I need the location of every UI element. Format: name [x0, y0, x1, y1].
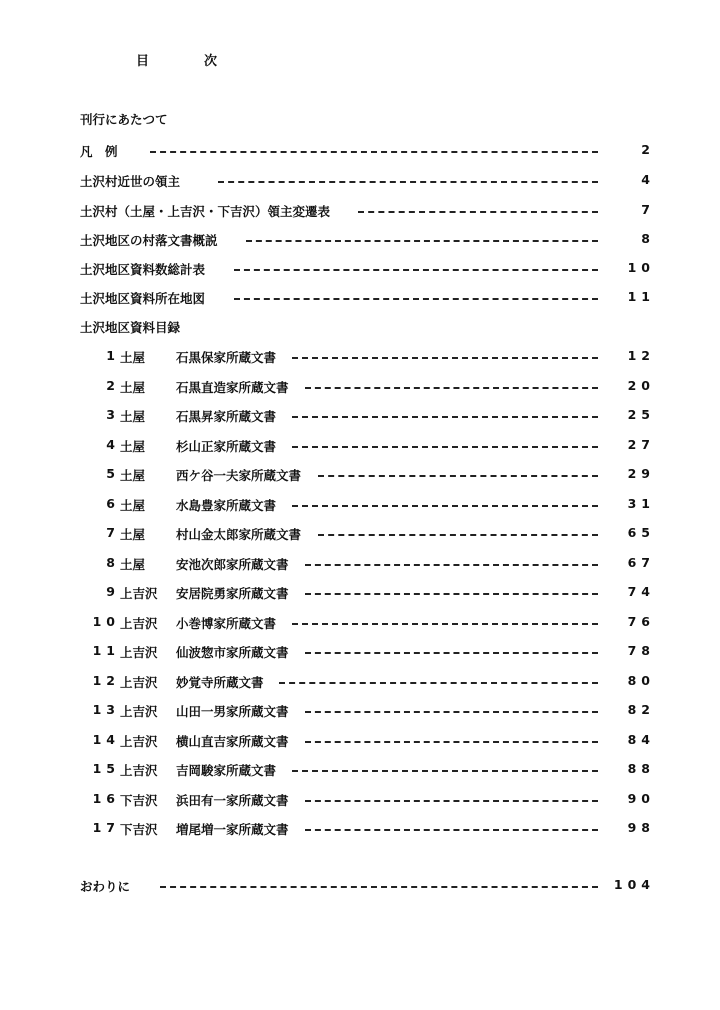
catalog-entry-number: 2: [106, 377, 120, 393]
preface-heading: 刊行にあたつて: [80, 112, 168, 127]
catalog-entry[interactable]: [90, 702, 655, 722]
catalog-entry-page: 98: [627, 820, 655, 835]
leader-dots: [246, 240, 598, 242]
leader-dots: [305, 387, 598, 389]
leader-dots: [160, 886, 598, 888]
leader-dots: [358, 211, 598, 213]
catalog-entry-place: 上吉沢: [120, 733, 158, 749]
toc-entry-page: 2: [641, 142, 655, 157]
catalog-entry-page: 31: [627, 495, 655, 511]
catalog-entry[interactable]: [90, 496, 655, 516]
catalog-entry-number: 13: [92, 702, 120, 717]
leader-dots: [234, 269, 598, 271]
toc-entry-label: 土沢地区資料数総計表: [80, 262, 206, 277]
toc-entry-label: 土沢村近世の領主: [80, 174, 181, 189]
toc-entry-label: 土沢地区の村落文書概説: [80, 233, 218, 248]
catalog-entry-number: 1: [106, 348, 120, 363]
leader-dots: [318, 475, 598, 477]
catalog-entry-place: 下吉沢: [120, 792, 158, 808]
leader-dots: [150, 151, 598, 153]
catalog-entry-owner: 水島豊家所蔵文書: [176, 497, 277, 513]
catalog-entry-page: 88: [627, 761, 655, 776]
catalog-entry-page: 12: [627, 348, 655, 363]
catalog-entry-owner: 石黒保家所蔵文書: [176, 350, 277, 365]
catalog-entry-owner: 杉山正家所蔵文書: [176, 438, 277, 454]
catalog-entry-number: 12: [92, 672, 120, 688]
catalog-entry-page: 84: [627, 731, 655, 747]
catalog-entry[interactable]: [90, 673, 655, 693]
catalog-entry[interactable]: [90, 525, 655, 545]
toc-entry[interactable]: [80, 172, 655, 192]
leader-dots: [305, 829, 598, 831]
catalog-entry-owner: 仙波惣市家所蔵文書: [176, 645, 289, 660]
catalog-entry[interactable]: [90, 643, 655, 663]
leader-dots: [305, 564, 598, 566]
catalog-entry-owner: 安池次郎家所蔵文書: [176, 556, 289, 572]
catalog-entry-place: 上吉沢: [120, 763, 158, 778]
leader-dots: [292, 416, 598, 418]
catalog-entry-owner: 横山直吉家所蔵文書: [176, 733, 289, 749]
toc-entry-page: 8: [641, 231, 655, 246]
catalog-entry-place: 上吉沢: [120, 645, 158, 660]
catalog-entry-page: 76: [627, 613, 655, 629]
catalog-entry-page: 27: [627, 436, 655, 452]
title-char-2: 次: [204, 54, 219, 69]
catalog-entry-place: 土屋: [120, 379, 146, 395]
leader-dots: [292, 357, 598, 359]
catalog-entry-owner: 石黒昇家所蔵文書: [176, 409, 277, 424]
catalog-entry-owner: 西ケ谷一夫家所蔵文書: [176, 468, 302, 483]
toc-entry[interactable]: [80, 260, 655, 280]
leader-dots: [305, 741, 598, 743]
toc-entry[interactable]: [80, 289, 655, 309]
catalog-entry-owner: 安居院勇家所蔵文書: [176, 586, 289, 601]
catalog-entry-page: 25: [627, 407, 655, 422]
catalog-entry-page: 74: [627, 584, 655, 599]
catalog-entry[interactable]: [90, 584, 655, 604]
catalog-entry-place: 土屋: [120, 350, 146, 365]
catalog-entry-place: 上吉沢: [120, 615, 158, 631]
toc-entry-page: 4: [641, 172, 655, 187]
catalog-entry-place: 土屋: [120, 409, 146, 424]
title-char-1: 目: [136, 54, 151, 69]
catalog-entry-place: 上吉沢: [120, 704, 158, 719]
toc-entry-page: 7: [641, 202, 655, 217]
toc-entry-label: 土沢地区資料所在地図: [80, 291, 206, 306]
catalog-entry[interactable]: [90, 407, 655, 427]
leader-dots: [305, 652, 598, 654]
catalog-heading: 土沢地区資料目録: [80, 320, 181, 335]
catalog-entry-owner: 浜田有一家所蔵文書: [176, 792, 289, 808]
toc-entry[interactable]: [80, 231, 655, 251]
leader-dots: [292, 505, 598, 507]
catalog-entry-place: 土屋: [120, 527, 146, 542]
catalog-entry-number: 5: [106, 466, 120, 481]
catalog-entry-page: 20: [627, 377, 655, 393]
catalog-entry-place: 土屋: [120, 497, 146, 513]
catalog-entry-place: 下吉沢: [120, 822, 158, 837]
toc-entry-page: 10: [627, 260, 655, 275]
catalog-entry[interactable]: [90, 820, 655, 840]
catalog-entry-number: 6: [106, 495, 120, 511]
catalog-entry-number: 7: [106, 525, 120, 540]
catalog-entry[interactable]: [90, 378, 655, 398]
toc-entry[interactable]: [80, 142, 655, 162]
leader-dots: [279, 682, 598, 684]
catalog-entry[interactable]: [90, 437, 655, 457]
catalog-entry-page: 67: [627, 554, 655, 570]
leader-dots: [292, 770, 598, 772]
leader-dots: [292, 446, 598, 448]
catalog-entry-place: 土屋: [120, 438, 146, 454]
catalog-entry-number: 9: [106, 584, 120, 599]
catalog-entry-number: 17: [92, 820, 120, 835]
catalog-entry-number: 15: [92, 761, 120, 776]
leader-dots: [218, 181, 598, 183]
catalog-entry-page: 29: [627, 466, 655, 481]
catalog-entry[interactable]: [90, 466, 655, 486]
leader-dots: [305, 800, 598, 802]
catalog-entry[interactable]: [90, 614, 655, 634]
catalog-entry-owner: 村山金太郎家所蔵文書: [176, 527, 302, 542]
catalog-entry-number: 8: [106, 554, 120, 570]
catalog-entry-number: 16: [92, 790, 120, 806]
catalog-entry-number: 10: [92, 613, 120, 629]
catalog-entry-owner: 小巻博家所蔵文書: [176, 615, 277, 631]
catalog-entry[interactable]: [90, 348, 655, 368]
leader-dots: [305, 711, 598, 713]
catalog-entry-place: 土屋: [120, 556, 146, 572]
catalog-entry-page: 90: [627, 790, 655, 806]
catalog-entry-owner: 石黒直造家所蔵文書: [176, 379, 289, 395]
catalog-entry-page: 78: [627, 643, 655, 658]
leader-dots: [234, 298, 598, 300]
toc-entry[interactable]: [80, 877, 655, 897]
catalog-entry-place: 上吉沢: [120, 674, 158, 690]
catalog-entry-page: 82: [627, 702, 655, 717]
catalog-entry-number: 3: [106, 407, 120, 422]
catalog-entry-number: 4: [106, 436, 120, 452]
catalog-entry-owner: 妙覚寺所蔵文書: [176, 674, 264, 690]
toc-entry-label: 土沢村（土屋・上吉沢・下吉沢）領主変遷表: [80, 204, 331, 219]
catalog-entry[interactable]: [90, 761, 655, 781]
catalog-entry-page: 80: [627, 672, 655, 688]
leader-dots: [292, 623, 598, 625]
catalog-entry-page: 65: [627, 525, 655, 540]
catalog-entry[interactable]: [90, 732, 655, 752]
catalog-entry-owner: 山田一男家所蔵文書: [176, 704, 289, 719]
toc-entry-label: おわりに: [80, 879, 131, 894]
toc-entry-label: 凡 例: [80, 144, 118, 159]
catalog-entry-place: 土屋: [120, 468, 146, 483]
catalog-entry-number: 14: [92, 731, 120, 747]
catalog-entry[interactable]: [90, 791, 655, 811]
toc-entry[interactable]: [80, 202, 655, 222]
catalog-entry-number: 11: [92, 643, 120, 658]
leader-dots: [305, 593, 598, 595]
toc-entry-page: 11: [627, 289, 655, 304]
leader-dots: [318, 534, 598, 536]
catalog-entry[interactable]: [90, 555, 655, 575]
catalog-entry-place: 上吉沢: [120, 586, 158, 601]
catalog-entry-owner: 増尾増一家所蔵文書: [176, 822, 289, 837]
toc-entry-page: 104: [613, 877, 655, 892]
catalog-entry-owner: 吉岡駿家所蔵文書: [176, 763, 277, 778]
